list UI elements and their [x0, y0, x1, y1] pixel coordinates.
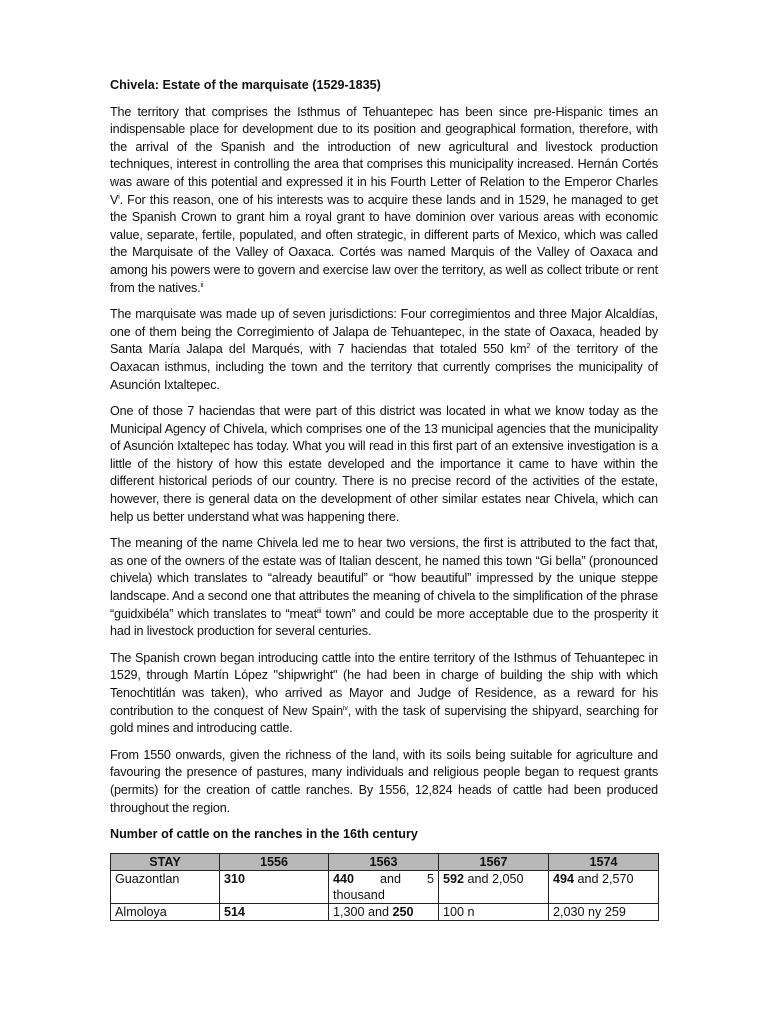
endnote-marker[interactable]: iii — [316, 607, 322, 615]
paragraph-cattle-ranches: From 1550 onwards, given the richness of the land, with its soils being suitable for agriculture and favouring the presence of pastures, many individuals and religious people began to request grants (permits) for the creation of cattle ranches. By 1556, 12,824 heads of cattle had been produced throughout the region. — [110, 747, 658, 815]
cattle-table — [110, 853, 659, 921]
column-header-stay: STAY — [111, 853, 220, 870]
column-header-1556: 1556 — [220, 853, 329, 870]
paragraph-chivela-agency: One of those 7 haciendas that were part of this district was located in what we know today as the Municipal Agency of Chivela, which comprises one of the 13 municipal agencies that the municipality of Asunción Ixtaltepec has today. What you will read in this first part of an extensive investigation is a little of the history of how this estate developed and the importance it came to have within the different historical periods of our country. There is no precise record of the activities of the estate, however, there is general data on the development of other similar estates near Chivela, which can help us better understand what was happening there. — [110, 404, 658, 524]
column-header-1563: 1563 — [329, 853, 439, 870]
cell-1567: 100 n — [439, 903, 549, 920]
paragraph-name-meaning — [110, 535, 658, 641]
cell-first-line — [333, 871, 434, 887]
column-header-1567: 1567 — [439, 853, 549, 870]
cell-stay: Almoloya — [111, 903, 220, 920]
paragraph-text: The Spanish crown began introducing cattle into the entire territory of the Isthmus of Tehuantepec in 1529, through Martín López "shipwright" (he had been in charge of building the ship with which Tenochtitlán was taken), who arrived as Mayor and Judge of Residence, as a reward for his contribution to the conquest of New Spain — [110, 650, 658, 718]
cell-text: 5 — [427, 871, 435, 886]
cell-bold-value: 494 — [553, 871, 575, 886]
cell-continuation: thousand — [333, 887, 385, 902]
paragraph-cattle-introduction — [110, 650, 658, 738]
table-title: Number of cattle on the ranches in the 16th century — [110, 827, 418, 842]
cell-text: and 2,570 — [574, 871, 634, 886]
cell-stay: Guazontlan — [111, 870, 220, 903]
endnote-marker[interactable]: iv — [342, 704, 348, 712]
paragraph-text: town” and could be more acceptable due to the prosperity it had in livestock production for several centuries. — [110, 606, 659, 639]
cell-text: 1,300 and — [333, 904, 393, 919]
cell-1556 — [220, 870, 329, 903]
cell-bold-value: 514 — [224, 904, 246, 919]
table-row — [111, 870, 659, 903]
cell-bold-value: 310 — [224, 871, 246, 886]
cell-1567 — [439, 870, 549, 903]
endnote-marker[interactable]: i — [118, 193, 120, 201]
paragraph-text: . For this reason, one of his interests was to acquire these lands and in 1529, he managed to get the Spanish Crown to grant him a royal grant to have dominion over various areas with economic value, separate, fertile, populated, and often strategic, in different parts of Mexico, which was called the Marquisate of the Valley of Oaxaca. Cortés was named Marquis of the Valley of Oaxaca and among his powers were to govern and exercise law over the territory, as well as collect tribute or rent from the natives. — [110, 192, 658, 295]
table-row — [111, 903, 659, 920]
cell-bold-value: 250 — [392, 904, 414, 919]
document-heading: Chivela: Estate of the marquisate (1529-1835) — [110, 78, 381, 92]
column-header-1574: 1574 — [549, 853, 659, 870]
paragraph-text: The territory that comprises the Isthmus of Tehuantepec has been since pre-Hispanic times an indispensable place for development due to its position and geographical formation, therefore, with the arrival of the Spanish and the introduction of new agricultural and livestock production techniques, interest in controlling the area that comprises this municipality increased. Hernán Cortés was aware of this potential and expressed it in his Fourth Letter of Relation to the Emperor Charles V — [110, 104, 658, 207]
paragraph-text: of the territory of the Oaxacan isthmus, including the town and the territory that currently comprises the municipality of Asunción Ixtaltepec. — [110, 342, 658, 392]
paragraph-marquisate-jurisdictions — [110, 306, 658, 394]
paragraph-text: , with the task of supervising the shipyard, searching for gold mines and introducing cattle. — [110, 703, 658, 736]
paragraph-text: The meaning of the name Chivela led me to hear two versions, the first is attributed to the fact that, as one of the owners of the estate was of Italian descent, he named this town “Gi bella” (pronounced chivela) which translates to “already beautiful” or “how beautiful” impressed by the unique steppe landscape. And a second one that attributes the meaning of chivela to the simplification of the phrase “guidxibéla” which translates to “meat — [110, 536, 658, 621]
cell-bold-value: 440 — [333, 871, 355, 886]
table-header-row — [111, 853, 659, 870]
unit-exponent: 2 — [526, 343, 531, 351]
cell-text: and — [380, 871, 402, 886]
cell-1556 — [220, 903, 329, 920]
cell-1563 — [329, 903, 439, 920]
cell-1563 — [329, 870, 439, 903]
document-page — [110, 77, 658, 921]
cell-bold-value: 592 — [443, 871, 465, 886]
paragraph-text: The marquisate was made up of seven jurisdictions: Four corregimientos and three Major Alcaldías, one of them being the Corregimiento of Jalapa de Tehuantepec, in the state of Oaxaca, headed by Santa María Jalapa del Marqués, with 7 haciendas that totaled 550 km — [110, 307, 658, 357]
endnote-marker[interactable]: ii — [200, 281, 204, 289]
cell-1574: 2,030 ny 259 — [549, 903, 659, 920]
paragraph-isthmus-history — [110, 104, 658, 298]
cell-1574 — [549, 870, 659, 903]
cell-text: and 2,050 — [464, 871, 524, 886]
